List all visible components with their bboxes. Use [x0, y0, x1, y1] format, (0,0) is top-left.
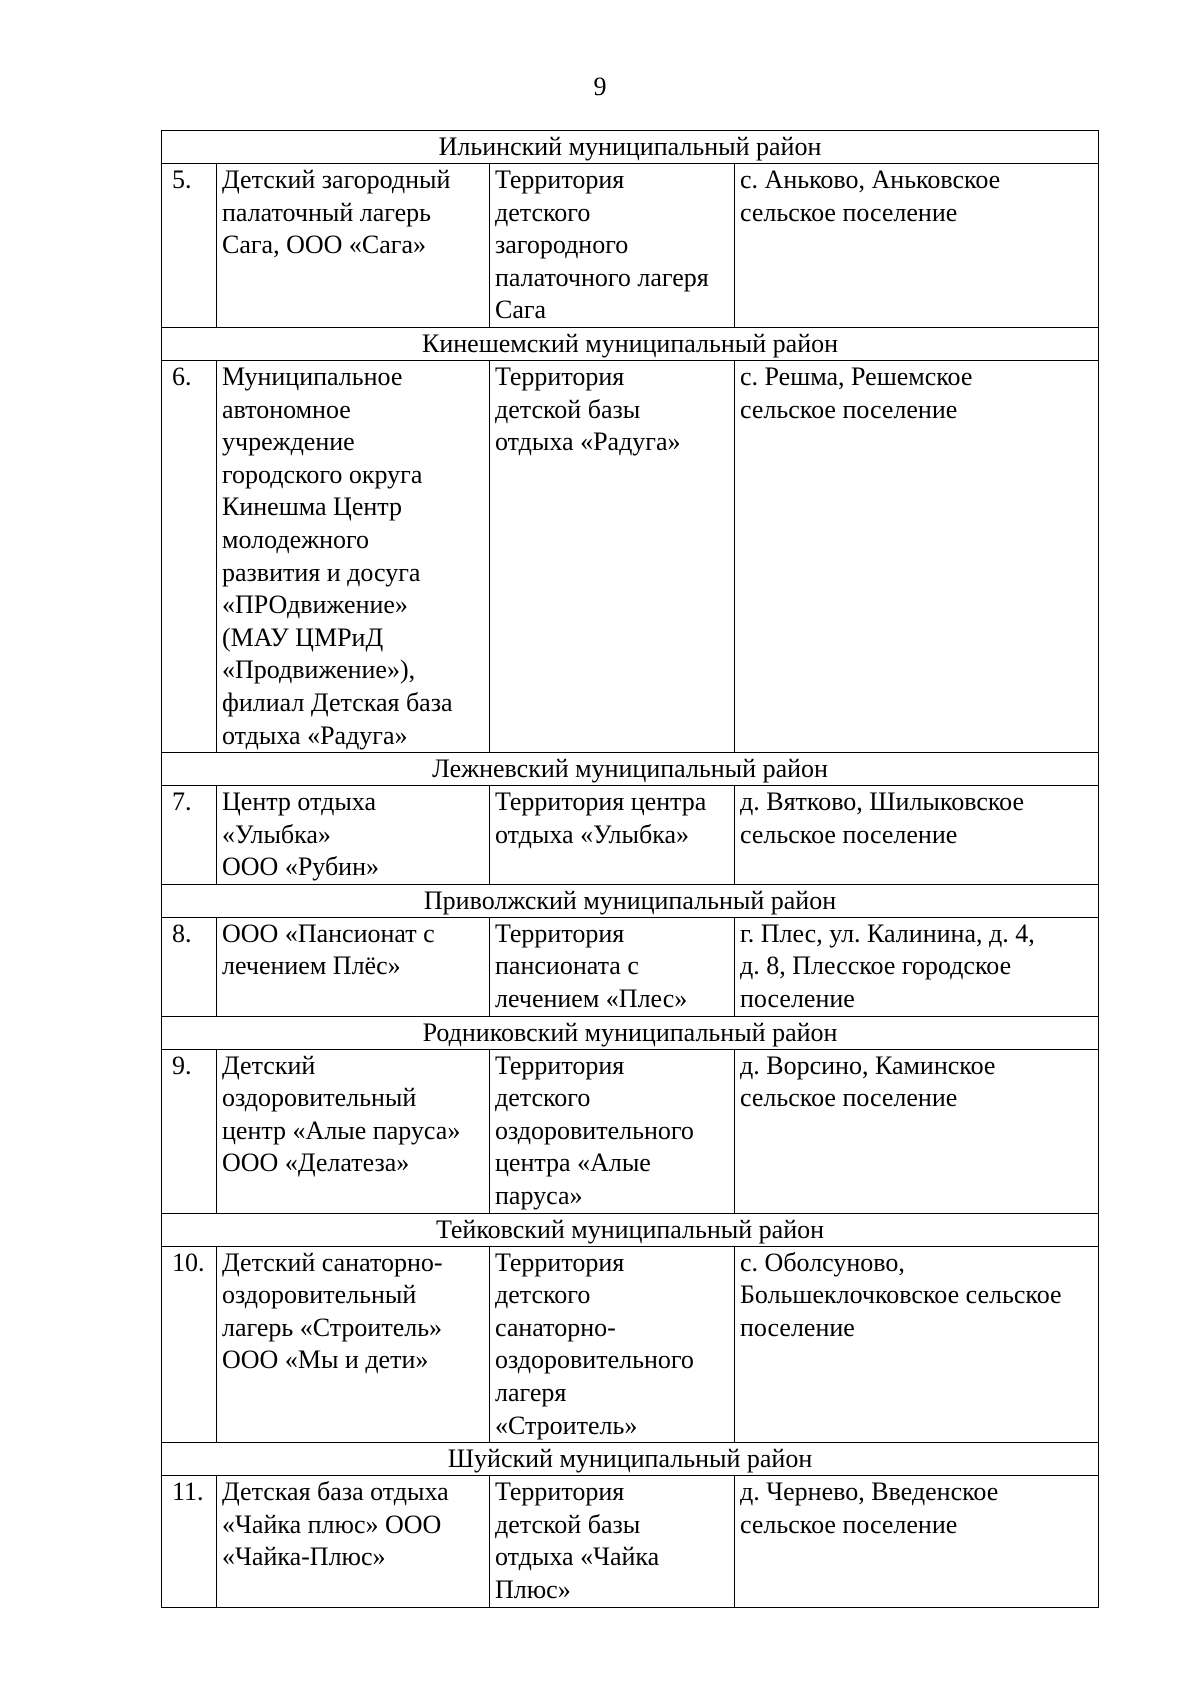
- territory-cell: Территория детского оздоровительного центра «Алые паруса»: [490, 1049, 735, 1213]
- location-cell: г. Плес, ул. Калинина, д. 4, д. 8, Плесское городское поселение: [735, 917, 1099, 1016]
- table-row: [162, 360, 1099, 752]
- territory-cell: Территория детского загородного палаточного лагеря Сага: [490, 164, 735, 328]
- table-row: [162, 1049, 1099, 1213]
- organization-name-cell: Детский загородный палаточный лагерь Сага, ООО «Сага»: [217, 164, 490, 328]
- organization-name-cell: Детский санаторно- оздоровительный лагерь «Строитель» ООО «Мы и дети»: [217, 1246, 490, 1443]
- organization-name-cell: Детский оздоровительный центр «Алые паруса» ООО «Делатеза»: [217, 1049, 490, 1213]
- row-number-cell: 9.: [162, 1049, 217, 1213]
- table-row: [162, 164, 1099, 328]
- territory-cell: Территория пансионата с лечением «Плес»: [490, 917, 735, 1016]
- location-cell: с. Решма, Решемское сельское поселение: [735, 360, 1099, 752]
- district-name: Ильинский муниципальный район: [162, 131, 1099, 164]
- table-row: [162, 1476, 1099, 1607]
- location-cell: с. Оболсуново, Большеклочковское сельское поселение: [735, 1246, 1099, 1443]
- district-header-row: [162, 884, 1099, 917]
- district-header-row: [162, 753, 1099, 786]
- territory-cell: Территория детского санаторно- оздоровительного лагеря «Строитель»: [490, 1246, 735, 1443]
- organization-name-cell: Муниципальное автономное учреждение городского округа Кинешма Центр молодежного развития и досуга «ПРОдвижение» (МАУ ЦМРиД «Продвижение»), филиал Детская база отдыха «Радуга»: [217, 360, 490, 752]
- table-row: [162, 1246, 1099, 1443]
- district-name: Кинешемский муниципальный район: [162, 327, 1099, 360]
- territory-cell: Территория детской базы отдыха «Радуга»: [490, 360, 735, 752]
- district-name: Тейковский муниципальный район: [162, 1213, 1099, 1246]
- page-number: 9: [593, 72, 607, 101]
- district-header-row: [162, 131, 1099, 164]
- table-row: [162, 786, 1099, 885]
- row-number-cell: 7.: [162, 786, 217, 885]
- organization-name-cell: ООО «Пансионат с лечением Плёс»: [217, 917, 490, 1016]
- district-header-row: [162, 1016, 1099, 1049]
- row-number-cell: 6.: [162, 360, 217, 752]
- location-cell: с. Аньково, Аньковское сельское поселение: [735, 164, 1099, 328]
- district-header-row: [162, 327, 1099, 360]
- organization-name-cell: Детская база отдыха «Чайка плюс» ООО «Чайка-Плюс»: [217, 1476, 490, 1607]
- location-cell: д. Чернево, Введенское сельское поселение: [735, 1476, 1099, 1607]
- row-number-cell: 10.: [162, 1246, 217, 1443]
- organization-name-cell: Центр отдыха «Улыбка» ООО «Рубин»: [217, 786, 490, 885]
- territory-cell: Территория центра отдыха «Улыбка»: [490, 786, 735, 885]
- location-cell: д. Ворсино, Каминское сельское поселение: [735, 1049, 1099, 1213]
- district-name: Лежневский муниципальный район: [162, 753, 1099, 786]
- district-name: Приволжский муниципальный район: [162, 884, 1099, 917]
- camps-table: [161, 130, 1099, 1608]
- district-header-row: [162, 1443, 1099, 1476]
- district-name: Шуйский муниципальный район: [162, 1443, 1099, 1476]
- table-row: [162, 917, 1099, 1016]
- camps-table-body: [162, 131, 1099, 1608]
- territory-cell: Территория детской базы отдыха «Чайка Плюс»: [490, 1476, 735, 1607]
- location-cell: д. Вятково, Шилыковское сельское поселение: [735, 786, 1099, 885]
- row-number-cell: 5.: [162, 164, 217, 328]
- row-number-cell: 11.: [162, 1476, 217, 1607]
- row-number-cell: 8.: [162, 917, 217, 1016]
- district-header-row: [162, 1213, 1099, 1246]
- district-name: Родниковский муниципальный район: [162, 1016, 1099, 1049]
